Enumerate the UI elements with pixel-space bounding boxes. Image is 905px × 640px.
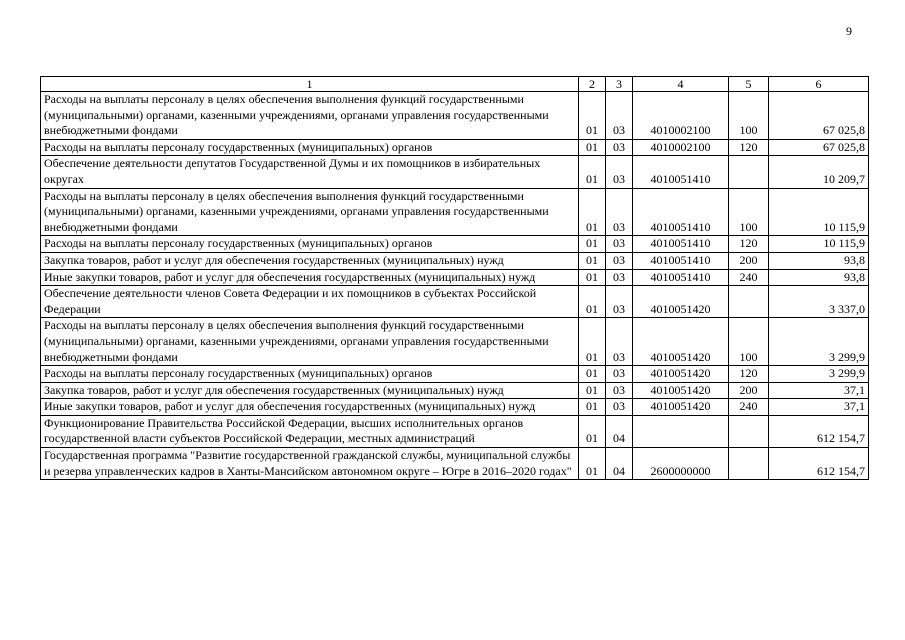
- section-code: 01: [579, 366, 606, 383]
- table-row: [41, 139, 869, 156]
- subsection-code: 03: [606, 382, 633, 399]
- section-code: 01: [579, 252, 606, 269]
- column-number: 3: [606, 77, 633, 92]
- budget-table: [40, 76, 869, 480]
- table-row: [41, 252, 869, 269]
- target-article-code: 4010051420: [633, 366, 729, 383]
- target-article-code: 2600000000: [633, 448, 729, 480]
- row-description: Расходы на выплаты персоналу в целях обеспечения выполнения функций государственными (муниципальными) органами, казенными учреждениями, органами управления государственными внебюджетными фондами: [41, 92, 579, 140]
- expense-type-code: 120: [729, 236, 769, 253]
- row-description: Обеспечение деятельности депутатов Государственной Думы и их помощников в избирательных округах: [41, 156, 579, 188]
- section-code: 01: [579, 236, 606, 253]
- row-description: Расходы на выплаты персоналу государственных (муниципальных) органов: [41, 139, 579, 156]
- expense-type-code: 240: [729, 269, 769, 286]
- amount: 10 115,9: [769, 236, 869, 253]
- target-article-code: [633, 415, 729, 447]
- row-description: Закупка товаров, работ и услуг для обеспечения государственных (муниципальных) нужд: [41, 252, 579, 269]
- section-code: 01: [579, 382, 606, 399]
- section-code: 01: [579, 286, 606, 318]
- expense-type-code: 100: [729, 188, 769, 236]
- subsection-code: 03: [606, 286, 633, 318]
- column-number-row: [41, 77, 869, 92]
- subsection-code: 03: [606, 156, 633, 188]
- row-description: Расходы на выплаты персоналу в целях обеспечения выполнения функций государственными (муниципальными) органами, казенными учреждениями, органами управления государственными внебюджетными фондами: [41, 188, 579, 236]
- column-number: 2: [579, 77, 606, 92]
- table-row: [41, 236, 869, 253]
- subsection-code: 03: [606, 236, 633, 253]
- section-code: 01: [579, 188, 606, 236]
- expense-type-code: [729, 286, 769, 318]
- expense-type-code: 120: [729, 366, 769, 383]
- table-row: [41, 382, 869, 399]
- subsection-code: 04: [606, 448, 633, 480]
- target-article-code: 4010002100: [633, 139, 729, 156]
- expense-type-code: 120: [729, 139, 769, 156]
- table-row: [41, 318, 869, 366]
- column-number: 4: [633, 77, 729, 92]
- column-number: 1: [41, 77, 579, 92]
- row-description: Функционирование Правительства Российской Федерации, высших исполнительных органов государственной власти субъектов Российской Федерации, местных администраций: [41, 415, 579, 447]
- amount: 612 154,7: [769, 415, 869, 447]
- row-description: Закупка товаров, работ и услуг для обеспечения государственных (муниципальных) нужд: [41, 382, 579, 399]
- section-code: 01: [579, 92, 606, 140]
- row-description: Расходы на выплаты персоналу государственных (муниципальных) органов: [41, 236, 579, 253]
- subsection-code: 04: [606, 415, 633, 447]
- column-number: 6: [769, 77, 869, 92]
- target-article-code: 4010051410: [633, 236, 729, 253]
- table-row: [41, 188, 869, 236]
- target-article-code: 4010051410: [633, 156, 729, 188]
- subsection-code: 03: [606, 92, 633, 140]
- section-code: 01: [579, 415, 606, 447]
- amount: 10 115,9: [769, 188, 869, 236]
- target-article-code: 4010051410: [633, 269, 729, 286]
- subsection-code: 03: [606, 188, 633, 236]
- target-article-code: 4010051420: [633, 286, 729, 318]
- table-row: [41, 448, 869, 480]
- target-article-code: 4010051410: [633, 252, 729, 269]
- row-description: Иные закупки товаров, работ и услуг для обеспечения государственных (муниципальных) нужд: [41, 399, 579, 416]
- subsection-code: 03: [606, 269, 633, 286]
- expense-type-code: [729, 448, 769, 480]
- target-article-code: 4010051420: [633, 382, 729, 399]
- amount: 612 154,7: [769, 448, 869, 480]
- subsection-code: 03: [606, 139, 633, 156]
- target-article-code: 4010051410: [633, 188, 729, 236]
- target-article-code: 4010002100: [633, 92, 729, 140]
- table-row: [41, 366, 869, 383]
- amount: 37,1: [769, 382, 869, 399]
- amount: 37,1: [769, 399, 869, 416]
- table-row: [41, 92, 869, 140]
- expense-type-code: 100: [729, 92, 769, 140]
- amount: 93,8: [769, 252, 869, 269]
- expense-type-code: 200: [729, 382, 769, 399]
- row-description: Иные закупки товаров, работ и услуг для обеспечения государственных (муниципальных) нужд: [41, 269, 579, 286]
- expense-type-code: [729, 156, 769, 188]
- row-description: Расходы на выплаты персоналу государственных (муниципальных) органов: [41, 366, 579, 383]
- expense-type-code: 100: [729, 318, 769, 366]
- section-code: 01: [579, 318, 606, 366]
- row-description: Государственная программа "Развитие государственной гражданской службы, муниципальной службы и резерва управленческих кадров в Ханты-Мансийском автономном округе – Югре в 2016–2020 годах": [41, 448, 579, 480]
- section-code: 01: [579, 139, 606, 156]
- section-code: 01: [579, 399, 606, 416]
- table-row: [41, 415, 869, 447]
- section-code: 01: [579, 156, 606, 188]
- section-code: 01: [579, 448, 606, 480]
- table-body: [41, 92, 869, 480]
- expense-type-code: 200: [729, 252, 769, 269]
- target-article-code: 4010051420: [633, 399, 729, 416]
- column-number: 5: [729, 77, 769, 92]
- subsection-code: 03: [606, 399, 633, 416]
- amount: 93,8: [769, 269, 869, 286]
- target-article-code: 4010051420: [633, 318, 729, 366]
- page-number: 9: [846, 24, 852, 38]
- table-row: [41, 156, 869, 188]
- subsection-code: 03: [606, 252, 633, 269]
- amount: 10 209,7: [769, 156, 869, 188]
- amount: 67 025,8: [769, 92, 869, 140]
- amount: 3 337,0: [769, 286, 869, 318]
- amount: 3 299,9: [769, 366, 869, 383]
- row-description: Расходы на выплаты персоналу в целях обеспечения выполнения функций государственными (муниципальными) органами, казенными учреждениями, органами управления государственными внебюджетными фондами: [41, 318, 579, 366]
- expense-type-code: [729, 415, 769, 447]
- subsection-code: 03: [606, 366, 633, 383]
- table-row: [41, 269, 869, 286]
- subsection-code: 03: [606, 318, 633, 366]
- table-row: [41, 399, 869, 416]
- row-description: Обеспечение деятельности членов Совета Федерации и их помощников в субъектах Российской Федерации: [41, 286, 579, 318]
- table-row: [41, 286, 869, 318]
- section-code: 01: [579, 269, 606, 286]
- amount: 3 299,9: [769, 318, 869, 366]
- amount: 67 025,8: [769, 139, 869, 156]
- expense-type-code: 240: [729, 399, 769, 416]
